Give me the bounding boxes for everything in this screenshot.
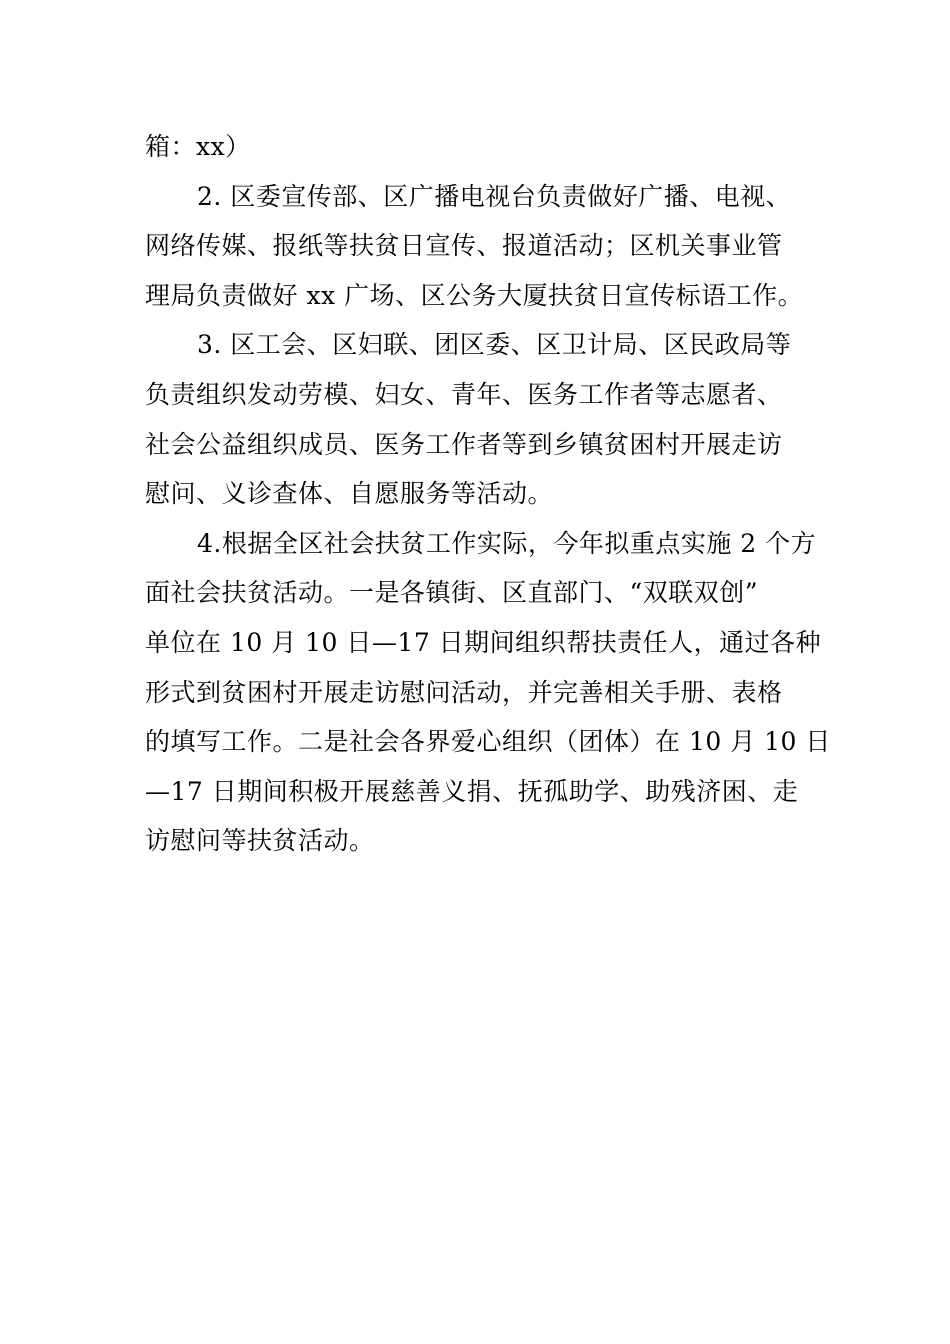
text-line: —17 日期间积极开展慈善义捐、抚孤助学、助残济困、走: [145, 776, 799, 806]
paragraph-2-line: 2. 区委宣传部、区广播电视台负责做好广播、电视、: [197, 181, 792, 211]
text-line: 形式到贫困村开展走访慰问活动，并完善相关手册、表格: [145, 677, 783, 707]
text-line: 负责组织发动劳模、妇女、青年、医务工作者等志愿者、: [145, 379, 783, 409]
text-line: 单位在 10 月 10 日—17 日期间组织帮扶责任人，通过各种: [145, 627, 822, 657]
text-line: 慰问、义诊查体、自愿服务等活动。: [145, 479, 554, 509]
paragraph-3-line: 3. 区工会、区妇联、团区委、区卫计局、区民政局等: [197, 330, 792, 360]
text-line: 的填写工作。二是社会各界爱心组织（团体）在 10 月 10 日: [145, 727, 831, 757]
text-line: 面社会扶贫活动。一是各镇街、区直部门、“双联双创”: [145, 578, 759, 608]
text-line: 网络传媒、报纸等扶贫日宣传、报道活动；区机关事业管: [145, 231, 783, 261]
paragraph-4-line: 4.根据全区社会扶贫工作实际，今年拟重点实施 2 个方: [197, 528, 817, 558]
text-line: 访慰问等扶贫活动。: [145, 826, 375, 856]
text-line: 理局负责做好 xx 广场、区公务大厦扶贫日宣传标语工作。: [145, 280, 804, 310]
text-line: 社会公益组织成员、医务工作者等到乡镇贫困村开展走访: [145, 429, 783, 459]
document-body: [145, 122, 831, 866]
text-line: 箱：xx）: [145, 132, 251, 161]
